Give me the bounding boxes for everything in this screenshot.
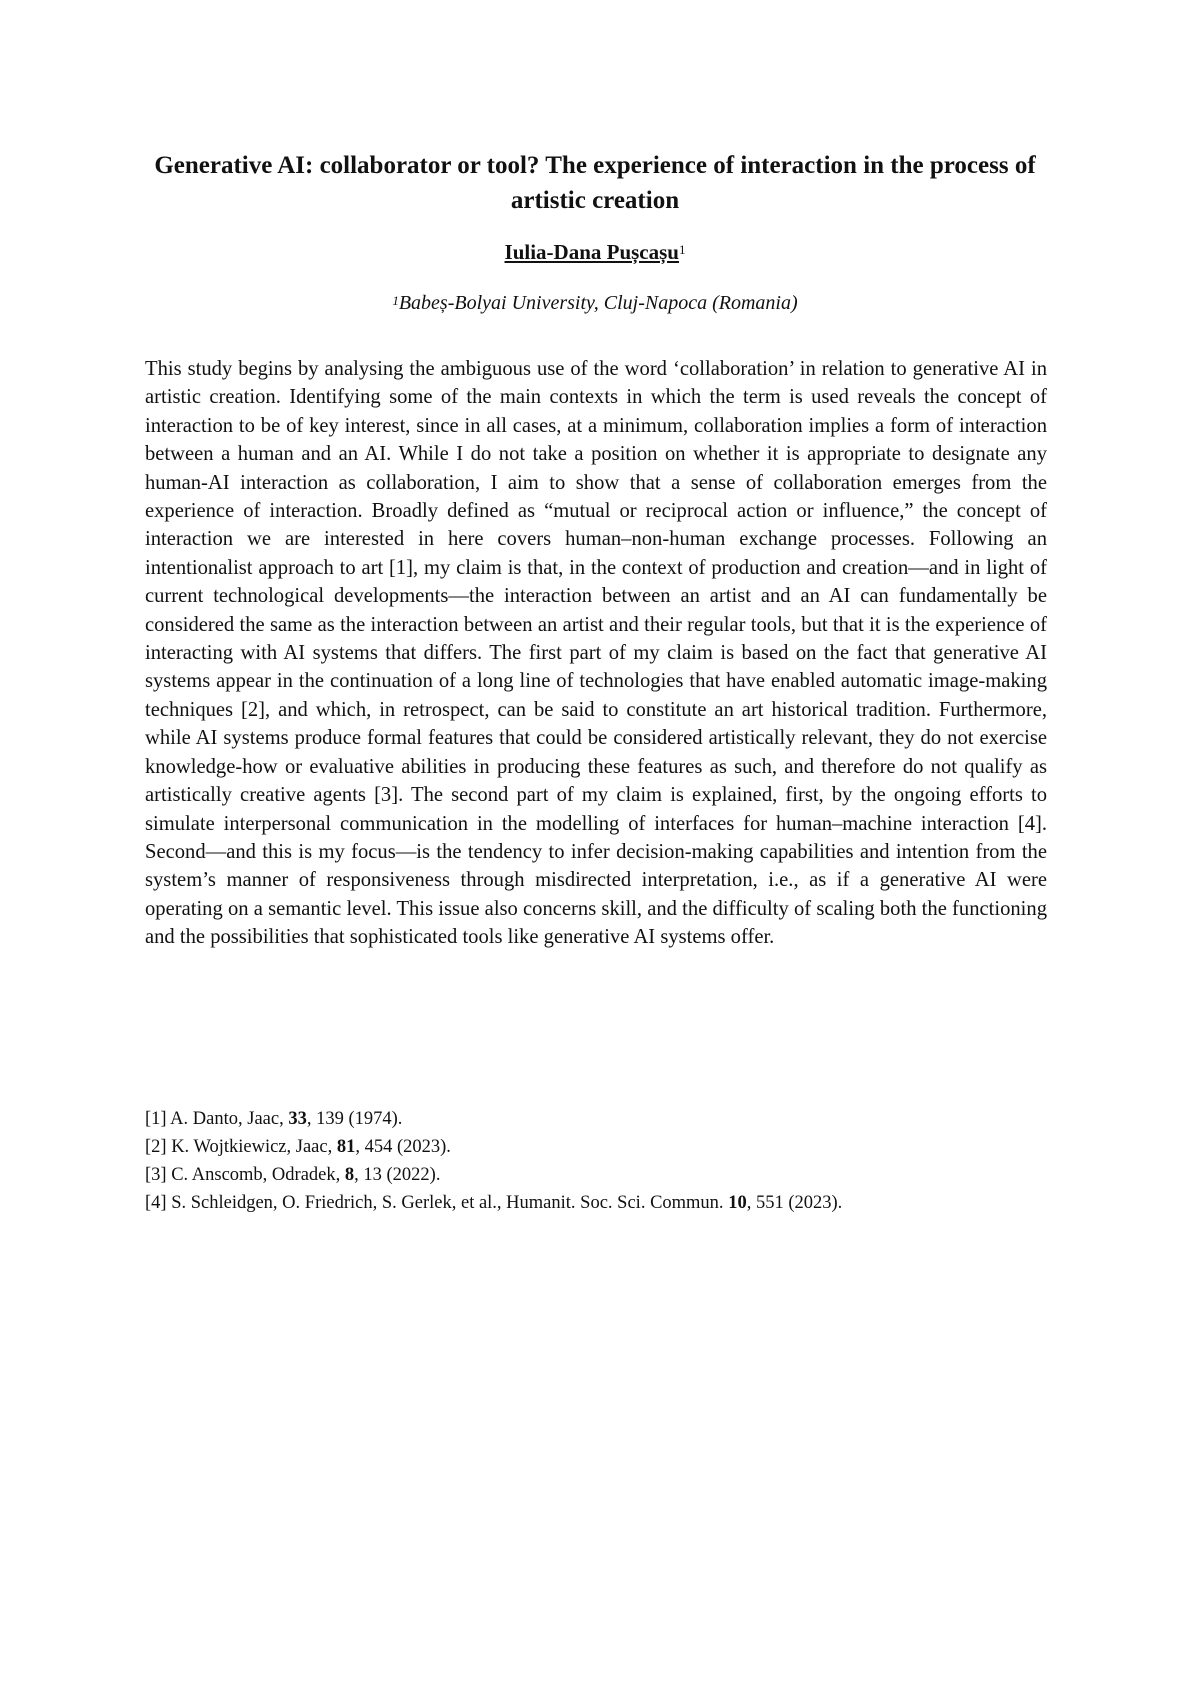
abstract-paragraph: This study begins by analysing the ambiguous use of the word ‘collaboration’ in relation to generative AI in artistic creation. Identifying some of the main contexts in which the term is used reveals the concept of interaction to be of key interest, since in all cases, at a minimum, collaboration implies a form of interaction between a human and an AI. While I do not take a position on whether it is appropriate to designate any human-AI interaction as collaboration, I aim to show that a sense of collaboration emerges from the experience of interaction. Broadly defined as “mutual or reciprocal action or influence,” the concept of interaction we are interested in here covers human–non-human exchange processes. Following an intentionalist approach to art [1], my claim is that, in the context of production and creation—and in light of current technological developments—the interaction between an artist and an AI can fundamentally be considered the same as the interaction between an artist and their regular tools, but that it is the experience of interacting with AI systems that differs. The first part of my claim is based on the fact that generative AI systems appear in the continuation of a long line of technologies that have enabled automatic image-making techniques [2], and which, in retrospect, can be said to constitute an art historical tradition. Furthermore, while AI systems produce formal features that could be considered artistically relevant, they do not exercise knowledge-how or evaluative abilities in producing these features as such, and therefore do not qualify as artistically creative agents [3]. The second part of my claim is explained, first, by the ongoing efforts to simulate interpersonal communication in the modelling of interfaces for human–machine interaction [4]. Second—and this is my focus—is the tendency to infer decision-making capabilities and intention from the system’s manner of responsiveness through misdirected interpretation, i.e., as if a generative AI were operating on a semantic level. This issue also concerns skill, and the difficulty of scaling both the functioning and the possibilities that sophisticated tools like generative AI systems offer. <box>145 358 1047 949</box>
reference-item <box>145 1189 1047 1217</box>
reference-list <box>145 1105 1047 1217</box>
reference-volume: 8 <box>344 1165 355 1185</box>
reference-text: [2] K. Wojtkiewicz, Jaac, <box>145 1137 337 1157</box>
reference-pages-year: , 551 (2023). <box>746 1193 843 1213</box>
author-name: Iulia-Dana Pușcașu <box>504 240 679 264</box>
reference-pages-year: , 454 (2023). <box>355 1137 451 1157</box>
affiliation-marker: 1 <box>392 293 399 308</box>
reference-volume: 10 <box>728 1193 747 1213</box>
affiliation-line <box>145 290 1045 316</box>
reference-pages-year: , 13 (2022). <box>354 1165 441 1185</box>
reference-volume: 33 <box>288 1109 307 1129</box>
author-line <box>145 239 1045 265</box>
reference-text: [1] A. Danto, Jaac, <box>145 1109 289 1129</box>
reference-pages-year: , 139 (1974). <box>306 1109 403 1129</box>
reference-volume: 81 <box>336 1137 356 1157</box>
reference-item <box>145 1105 1047 1133</box>
reference-item <box>145 1133 1047 1161</box>
paper-title: Generative AI: collaborator or tool? The experience of interaction in the process of artistic creation <box>154 152 1036 214</box>
reference-text: [4] S. Schleidgen, O. Friedrich, S. Gerlek, et al., Humanit. Soc. Sci. Commun. <box>145 1193 729 1213</box>
author-affiliation-marker: 1 <box>678 242 686 257</box>
reference-text: [3] C. Anscomb, Odradek, <box>145 1165 345 1185</box>
reference-item <box>145 1161 1047 1189</box>
affiliation-text: Babeș-Bolyai University, Cluj-Napoca (Romania) <box>398 292 798 314</box>
